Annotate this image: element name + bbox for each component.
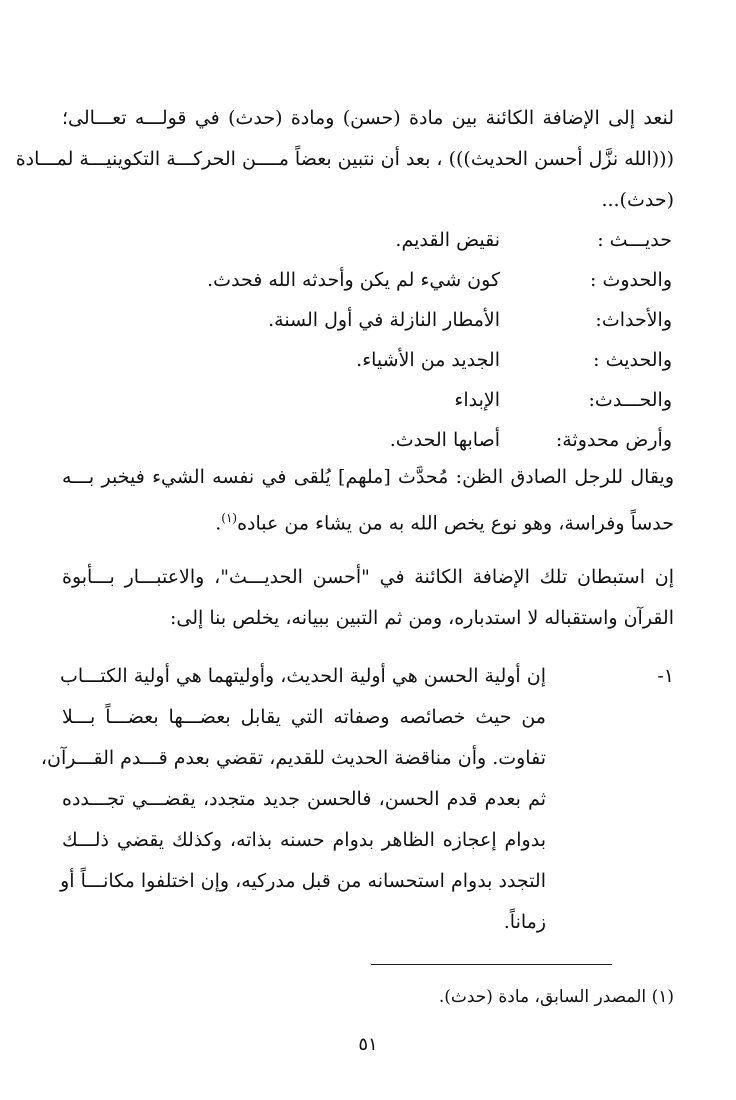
- definition-meaning: كون شيء لم يكن وأحدثه الله فحدث.: [207, 269, 500, 291]
- page-number: ٥١: [358, 1034, 378, 1055]
- footnote: [439, 984, 674, 1010]
- footnote-text: المصدر السابق، مادة (حدث).: [438, 987, 647, 1007]
- definition-term: والأحداث:: [595, 309, 672, 331]
- muhaddath-line-2: حدساً وفراسة، وهو نوع يخص الله به من يشاء من عباده$^{(١)}$.: [215, 511, 674, 535]
- definition-term: والحدوث :: [590, 269, 672, 291]
- intro-line-2: (((الله نزَّل أحسن الحديث))) ، بعد أن نتبين بعضاً مــــن الحركـــة التكوينيـــة لمـــادة: [15, 148, 674, 170]
- point-line: التجدد بدوام استحسانه من قبل مدركيه، وإن اختلفوا مكانـــاً أو: [60, 870, 546, 892]
- inference-line-1: إن استبطان تلك الإضافة الكائنة في "أحسن الحديـــث"، والاعتبـــار بـــأبوة: [62, 566, 674, 588]
- point-line: تفاوت. وأن مناقضة الحديث للقديم، تقضي بعدم قـــدم القـــرآن،: [40, 747, 546, 769]
- intro-line-3: (حدث)...: [601, 189, 674, 211]
- definition-term: والحديث :: [593, 349, 672, 371]
- definition-term: وأرض محدوثة:: [555, 429, 672, 451]
- definition-meaning: أصابها الحدث.: [389, 429, 500, 451]
- definition-meaning: نقيض القديم.: [395, 229, 500, 251]
- muhaddath-line-1: ويقال للرجل الصادق الظن: مُحدَّث [ملهم] يُلقى في نفسه الشيء فيخبر بـــه: [62, 466, 674, 488]
- definition-meaning: الإبداء: [454, 389, 500, 411]
- point-line: بدوام إعجازه الظاهر بدوام حسنه بذاته، وكذلك يقضي ذلـــك: [62, 829, 546, 851]
- definition-meaning: الأمطار النازلة في أول السنة.: [268, 309, 500, 331]
- footnote-divider: [371, 964, 612, 965]
- definition-term: حديـــث :: [597, 229, 672, 251]
- muhaddath-text: حدساً وفراسة، وهو نوع يخص الله به من يشاء من عباده: [237, 512, 674, 535]
- point-line: ثم بعدم قدم الحسن، فالحسن جديد متجدد، يقضـــي تجـــدده: [62, 788, 546, 810]
- point-line: إن أولية الحسن هي أولية الحديث، وأوليتهما هي أولية الكتـــاب: [59, 665, 546, 687]
- point-line: من حيث خصائصه وصفاته التي يقابل بعضـــها بعضـــاً بـــلا: [62, 706, 546, 728]
- inference-line-2: القرآن واستقباله لا استدباره، ومن ثم التبين ببيانه، يخلص بنا إلى:: [170, 607, 674, 629]
- definition-term: والحـــدث:: [588, 389, 672, 411]
- intro-line-1: لنعد إلى الإضافة الكائنة بين مادة (حسن) ومادة (حدث) في قولـــه تعـــالى؛: [62, 107, 674, 129]
- definition-meaning: الجديد من الأشياء.: [356, 349, 500, 371]
- point-line: زماناً.: [503, 911, 546, 933]
- footnote-reference[interactable]: (١): [221, 511, 238, 525]
- footnote-number: (١): [651, 987, 674, 1007]
- point-number: ١-: [657, 665, 674, 687]
